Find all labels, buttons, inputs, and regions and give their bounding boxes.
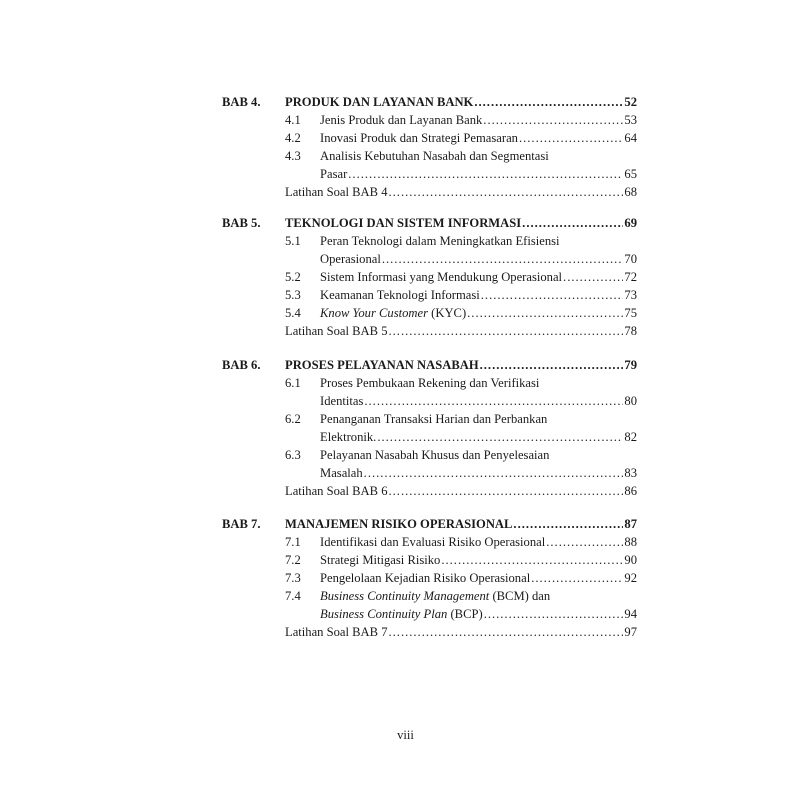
leader-dots [546, 533, 623, 551]
latihan-title: Latihan Soal BAB 4 [285, 185, 388, 199]
toc-entry[interactable] [222, 268, 637, 286]
page-number: 97 [624, 625, 637, 639]
toc-entry[interactable] [222, 147, 637, 165]
chapter-heading[interactable] [222, 515, 637, 533]
toc-entry[interactable] [222, 533, 637, 551]
toc-entry[interactable] [222, 129, 637, 147]
toc-entry-continuation[interactable] [222, 428, 637, 446]
latihan-title: Latihan Soal BAB 7 [285, 625, 388, 639]
page-number: 52 [624, 95, 637, 109]
leader-dots [348, 165, 623, 183]
section-number: 7.3 [285, 571, 301, 585]
section-number: 5.3 [285, 288, 301, 302]
chapter-title: PRODUK DAN LAYANAN BANK [285, 95, 474, 109]
chapter-number: BAB 7. [222, 517, 261, 531]
chapter-title: MANAJEMEN RISIKO OPERASIONAL [285, 517, 513, 531]
page-number: 68 [624, 185, 637, 199]
section-title: Inovasi Produk dan Strategi Pemasaran [320, 131, 518, 145]
page-number: 53 [624, 113, 637, 127]
toc-entry[interactable] [222, 286, 637, 304]
section-title-line1: Peran Teknologi dalam Meningkatkan Efisiensi [320, 234, 560, 248]
toc-entry[interactable] [222, 551, 637, 569]
page-number: 75 [624, 306, 637, 320]
section-title: Identifikasi dan Evaluasi Risiko Operasional [320, 535, 546, 549]
section-number: 6.3 [285, 448, 301, 462]
page-number: 94 [624, 607, 637, 621]
section-title-line1: Proses Pembukaan Rekening dan Verifikasi [320, 376, 540, 390]
chapter-number: BAB 6. [222, 358, 261, 372]
section-number: 4.3 [285, 149, 301, 163]
leader-dots [389, 183, 624, 201]
page-number: 86 [624, 484, 637, 498]
page-number: 90 [624, 553, 637, 567]
latihan-entry[interactable] [222, 183, 637, 201]
chapter-bab-5 [222, 214, 637, 340]
page-number: 83 [624, 466, 637, 480]
section-title-line1: Analisis Kebutuhan Nasabah dan Segmentasi [320, 149, 549, 163]
leader-dots [377, 428, 623, 446]
leader-dots [389, 623, 624, 641]
section-title-line1: Pelayanan Nasabah Khusus dan Penyelesaian [320, 448, 550, 462]
chapter-heading[interactable] [222, 214, 637, 232]
section-title: Strategi Mitigasi Risiko [320, 553, 441, 567]
section-title-rest: (BCM) dan [489, 589, 551, 603]
toc-entry-continuation[interactable] [222, 165, 637, 183]
leader-dots [563, 268, 623, 286]
chapter-title: TEKNOLOGI DAN SISTEM INFORMASI [285, 216, 522, 230]
leader-dots [389, 322, 624, 340]
section-title: Jenis Produk dan Layanan Bank [320, 113, 483, 127]
section-title: Pengelolaan Kejadian Risiko Operasional [320, 571, 531, 585]
page-number: 72 [624, 270, 637, 284]
toc-entry[interactable] [222, 304, 637, 322]
section-title: Pasar [320, 167, 348, 181]
toc-entry-continuation[interactable] [222, 605, 637, 623]
page-number: 82 [624, 430, 637, 444]
toc-entry[interactable] [222, 374, 637, 392]
section-title: Identitas [320, 394, 364, 408]
chapter-bab-7 [222, 515, 637, 641]
page-number: 80 [624, 394, 637, 408]
page-number: 88 [624, 535, 637, 549]
section-number: 5.1 [285, 234, 301, 248]
latihan-title: Latihan Soal BAB 6 [285, 484, 388, 498]
section-number: 4.2 [285, 131, 301, 145]
leader-dots [389, 482, 624, 500]
section-number: 7.1 [285, 535, 301, 549]
toc-entry[interactable] [222, 111, 637, 129]
leader-dots [483, 111, 623, 129]
toc-entry[interactable] [222, 232, 637, 250]
page-number: 92 [624, 571, 637, 585]
leader-dots [513, 515, 623, 533]
section-title: Sistem Informasi yang Mendukung Operasional [320, 270, 563, 284]
section-number: 5.2 [285, 270, 301, 284]
leader-dots [467, 304, 623, 322]
section-title: Operasional [320, 252, 381, 266]
toc-entry-continuation[interactable] [222, 250, 637, 268]
chapter-number: BAB 5. [222, 216, 261, 230]
page-number: 78 [624, 324, 637, 338]
toc-entry[interactable] [222, 587, 637, 605]
section-title-italic: Business Continuity Management [320, 589, 490, 603]
chapter-title: PROSES PELAYANAN NASABAH [285, 358, 479, 372]
chapter-bab-4 [222, 93, 637, 201]
leader-dots [364, 464, 624, 482]
page-number: 73 [624, 288, 637, 302]
section-title: Masalah [320, 466, 363, 480]
chapter-heading[interactable] [222, 356, 637, 374]
page-number: 65 [624, 167, 637, 181]
toc-entry[interactable] [222, 446, 637, 464]
leader-dots [531, 569, 623, 587]
section-title-italic: Business Continuity Plan [320, 607, 448, 621]
chapter-bab-6 [222, 356, 637, 500]
page-number: 64 [624, 131, 637, 145]
page-number: 70 [624, 252, 637, 266]
leader-dots [481, 286, 624, 304]
section-number: 6.1 [285, 376, 301, 390]
page-footer-number: viii [397, 728, 414, 742]
latihan-entry[interactable] [222, 482, 637, 500]
page-number: 79 [624, 358, 637, 372]
section-number: 7.2 [285, 553, 301, 567]
leader-dots [474, 93, 623, 111]
leader-dots [382, 250, 624, 268]
section-title: Elektronik. [320, 430, 377, 444]
section-title-rest: (KYC) [428, 306, 467, 320]
section-number: 6.2 [285, 412, 301, 426]
section-title-rest: (BCP) [447, 607, 483, 621]
toc-entry-continuation[interactable] [222, 392, 637, 410]
section-title [320, 304, 466, 322]
leader-dots [519, 129, 623, 147]
leader-dots [484, 605, 624, 623]
page-number: 69 [624, 216, 637, 230]
leader-dots [441, 551, 623, 569]
latihan-entry[interactable] [222, 322, 637, 340]
latihan-entry[interactable] [222, 623, 637, 641]
leader-dots [480, 356, 624, 374]
chapter-heading[interactable] [222, 93, 637, 111]
page-number: 87 [624, 517, 637, 531]
section-title [320, 605, 483, 623]
toc-entry[interactable] [222, 410, 637, 428]
leader-dots [522, 214, 623, 232]
section-number: 7.4 [285, 589, 301, 603]
leader-dots [364, 392, 623, 410]
latihan-title: Latihan Soal BAB 5 [285, 324, 388, 338]
section-title-line1 [320, 587, 550, 605]
toc-entry[interactable] [222, 569, 637, 587]
section-number: 4.1 [285, 113, 301, 127]
section-number: 5.4 [285, 306, 301, 320]
section-title: Keamanan Teknologi Informasi [320, 288, 480, 302]
chapter-number: BAB 4. [222, 95, 261, 109]
toc-entry-continuation[interactable] [222, 464, 637, 482]
section-title-line1: Penanganan Transaksi Harian dan Perbankan [320, 412, 548, 426]
section-title-italic: Know Your Customer [320, 306, 429, 320]
